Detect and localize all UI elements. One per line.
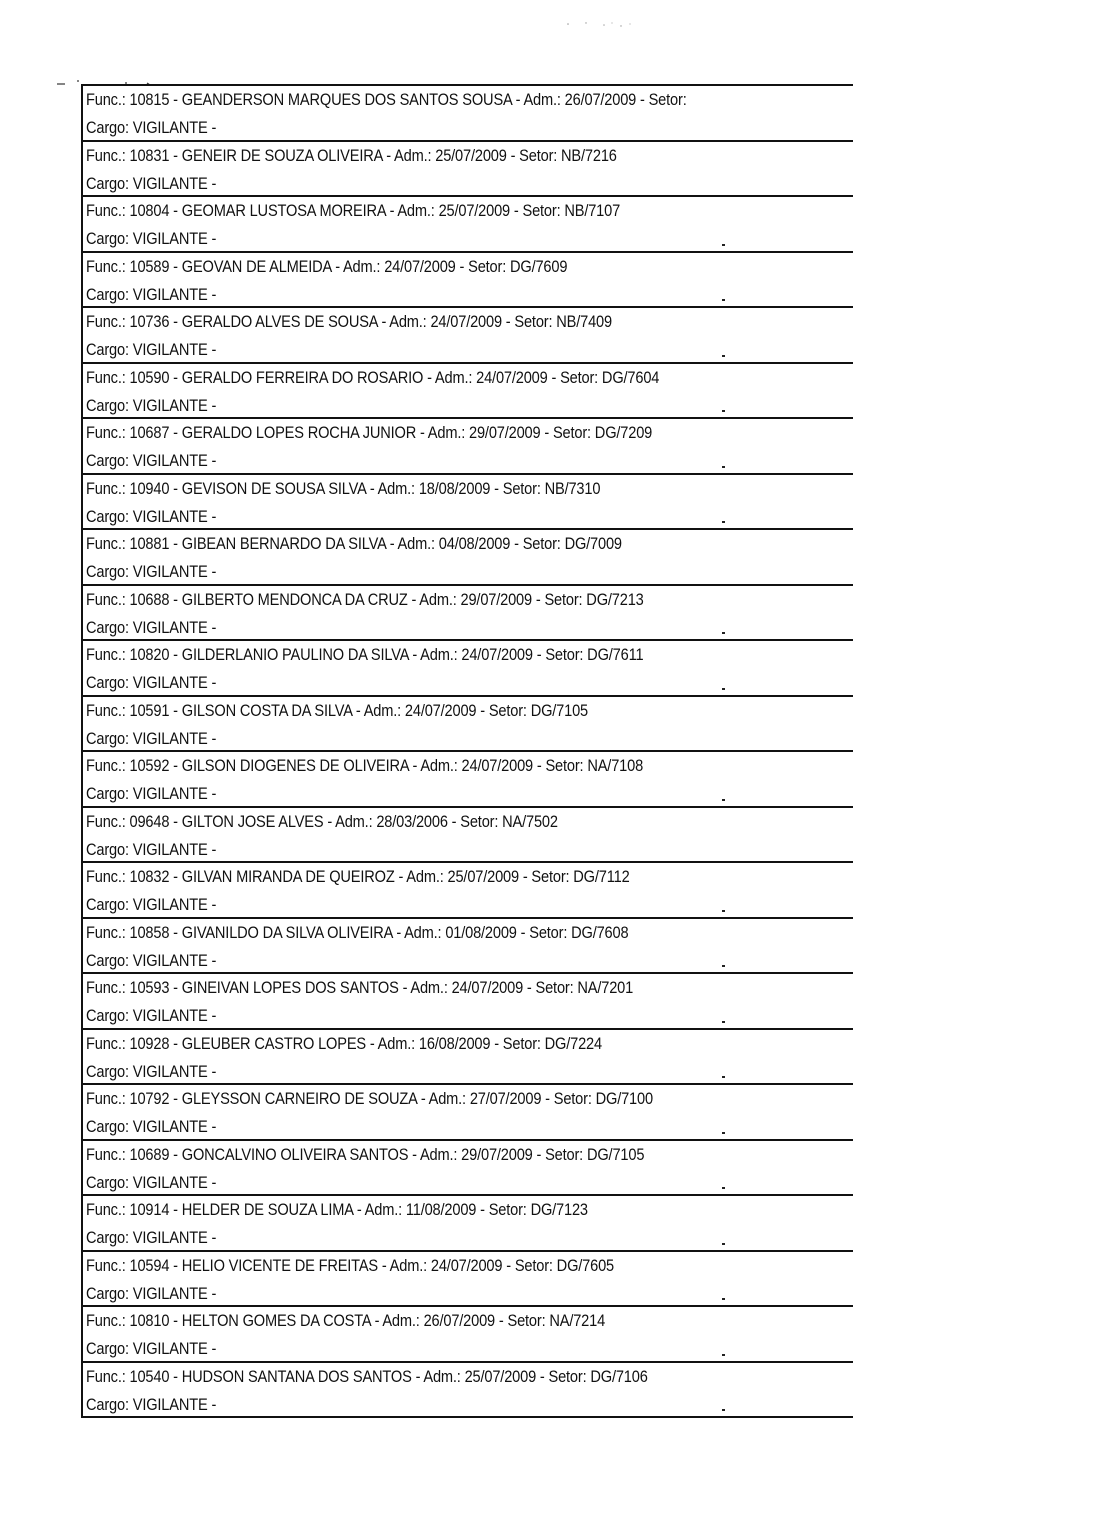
employee-record — [83, 1307, 853, 1363]
func-line: Func.: 10832 - GILVAN MIRANDA DE QUEIROZ - Adm.: 25/07/2009 - Setor: DG/7112 — [86, 867, 630, 886]
employee-record — [83, 530, 853, 586]
func-line: Func.: 10928 - GLEUBER CASTRO LOPES - Adm.: 16/08/2009 - Setor: DG/7224 — [86, 1033, 602, 1053]
func-line: Func.: 10820 - GILDERLANIO PAULINO DA SILVA - Adm.: 24/07/2009 - Setor: DG/7611 — [86, 645, 644, 664]
func-line: Func.: 10815 - GEANDERSON MARQUES DOS SANTOS SOUSA - Adm.: 26/07/2009 - Setor: — [86, 90, 687, 109]
scan-dot — [722, 299, 725, 301]
cargo-line: Cargo: VIGILANTE - — [86, 173, 217, 193]
employee-record — [83, 364, 853, 420]
func-line: Func.: 10540 - HUDSON SANTANA DOS SANTOS - Adm.: 25/07/2009 - Setor: DG/7106 — [86, 1366, 648, 1386]
employee-record — [83, 1141, 853, 1197]
employee-record — [83, 1252, 853, 1308]
employee-record — [83, 586, 853, 642]
employee-record — [83, 253, 853, 309]
func-line: Func.: 10792 - GLEYSSON CARNEIRO DE SOUZA - Adm.: 27/07/2009 - Setor: DG/7100 — [86, 1089, 653, 1108]
cargo-line: Cargo: VIGILANTE - — [86, 1006, 217, 1025]
cargo-line: Cargo: VIGILANTE - — [86, 1061, 217, 1081]
scan-noise-marks — [560, 18, 650, 30]
func-line: Func.: 10689 - GONCALVINO OLIVEIRA SANTOS - Adm.: 29/07/2009 - Setor: DG/7105 — [86, 1144, 645, 1164]
employee-record — [83, 641, 853, 697]
func-line: Func.: 10592 - GILSON DIOGENES DE OLIVEIRA - Adm.: 24/07/2009 - Setor: NA/7108 — [86, 756, 644, 775]
employee-record — [83, 974, 853, 1030]
scan-dot — [722, 910, 725, 912]
employee-records-table — [81, 84, 853, 1418]
func-line: Func.: 10688 - GILBERTO MENDONCA DA CRUZ - Adm.: 29/07/2009 - Setor: DG/7213 — [86, 589, 644, 609]
cargo-line: Cargo: VIGILANTE - — [86, 1172, 217, 1192]
func-line: Func.: 10736 - GERALDO ALVES DE SOUSA - Adm.: 24/07/2009 - Setor: NB/7409 — [86, 312, 612, 331]
employee-record — [83, 752, 853, 808]
scan-dot — [722, 355, 725, 357]
func-line: Func.: 10940 - GEVISON DE SOUSA SILVA - Adm.: 18/08/2009 - Setor: NB/7310 — [86, 478, 601, 498]
employee-record — [83, 863, 853, 919]
cargo-line: Cargo: VIGILANTE - — [86, 673, 217, 692]
func-line: Func.: 10590 - GERALDO FERREIRA DO ROSARIO - Adm.: 24/07/2009 - Setor: DG/7604 — [86, 367, 660, 387]
cargo-line: Cargo: VIGILANTE - — [86, 839, 217, 859]
cargo-line: Cargo: VIGILANTE - — [86, 451, 217, 470]
cargo-line: Cargo: VIGILANTE - — [86, 1339, 217, 1358]
scan-dot — [722, 1243, 725, 1245]
func-line: Func.: 09648 - GILTON JOSE ALVES - Adm.: 28/03/2006 - Setor: NA/7502 — [86, 811, 558, 831]
scan-dot — [722, 244, 725, 246]
cargo-line: Cargo: VIGILANTE - — [86, 118, 217, 137]
cargo-line: Cargo: VIGILANTE - — [86, 284, 217, 304]
cargo-line: Cargo: VIGILANTE - — [86, 895, 217, 914]
scan-dot — [722, 466, 725, 468]
func-line: Func.: 10881 - GIBEAN BERNARDO DA SILVA - Adm.: 04/08/2009 - Setor: DG/7009 — [86, 534, 622, 553]
func-line: Func.: 10589 - GEOVAN DE ALMEIDA - Adm.: 24/07/2009 - Setor: DG/7609 — [86, 256, 568, 276]
cargo-line: Cargo: VIGILANTE - — [86, 562, 217, 581]
employee-record — [83, 1363, 853, 1419]
scan-dot — [722, 1187, 725, 1189]
cargo-line: Cargo: VIGILANTE - — [86, 340, 217, 359]
employee-record — [83, 142, 853, 198]
cargo-line: Cargo: VIGILANTE - — [86, 1117, 217, 1136]
employee-record — [83, 1085, 853, 1141]
scan-dot — [722, 1132, 725, 1134]
func-line: Func.: 10810 - HELTON GOMES DA COSTA - Adm.: 26/07/2009 - Setor: NA/7214 — [86, 1311, 606, 1330]
cargo-line: Cargo: VIGILANTE - — [86, 506, 217, 526]
cargo-line: Cargo: VIGILANTE - — [86, 229, 217, 248]
cargo-line: Cargo: VIGILANTE - — [86, 728, 217, 748]
func-line: Func.: 10593 - GINEIVAN LOPES DOS SANTOS - Adm.: 24/07/2009 - Setor: NA/7201 — [86, 978, 634, 997]
employee-record — [83, 86, 853, 142]
employee-record — [83, 919, 853, 975]
employee-record — [83, 1030, 853, 1086]
func-line: Func.: 10804 - GEOMAR LUSTOSA MOREIRA - Adm.: 25/07/2009 - Setor: NB/7107 — [86, 201, 621, 220]
employee-record — [83, 475, 853, 531]
scan-dot — [722, 632, 725, 634]
scan-dot — [722, 410, 725, 412]
cargo-line: Cargo: VIGILANTE - — [86, 784, 217, 803]
func-line: Func.: 10914 - HELDER DE SOUZA LIMA - Adm.: 11/08/2009 - Setor: DG/7123 — [86, 1200, 588, 1219]
func-line: Func.: 10594 - HELIO VICENTE DE FREITAS - Adm.: 24/07/2009 - Setor: DG/7605 — [86, 1255, 614, 1275]
employee-record — [83, 419, 853, 475]
func-line: Func.: 10831 - GENEIR DE SOUZA OLIVEIRA - Adm.: 25/07/2009 - Setor: NB/7216 — [86, 145, 617, 165]
scan-dot — [722, 688, 725, 690]
cargo-line: Cargo: VIGILANTE - — [86, 1228, 217, 1247]
func-line: Func.: 10858 - GIVANILDO DA SILVA OLIVEIRA - Adm.: 01/08/2009 - Setor: DG/7608 — [86, 922, 629, 942]
employee-record — [83, 697, 853, 753]
scan-dot — [722, 1021, 725, 1023]
scan-dot — [722, 1076, 725, 1078]
scan-dot — [722, 1409, 725, 1411]
cargo-line: Cargo: VIGILANTE - — [86, 1283, 217, 1303]
func-line: Func.: 10591 - GILSON COSTA DA SILVA - Adm.: 24/07/2009 - Setor: DG/7105 — [86, 700, 589, 720]
scan-dot — [722, 521, 725, 523]
func-line: Func.: 10687 - GERALDO LOPES ROCHA JUNIOR - Adm.: 29/07/2009 - Setor: DG/7209 — [86, 423, 653, 442]
cargo-line: Cargo: VIGILANTE - — [86, 950, 217, 970]
employee-record — [83, 197, 853, 253]
scan-dot — [722, 1298, 725, 1300]
scan-dot — [722, 799, 725, 801]
cargo-line: Cargo: VIGILANTE - — [86, 617, 217, 637]
employee-record — [83, 808, 853, 864]
cargo-line: Cargo: VIGILANTE - — [86, 395, 217, 415]
cargo-line: Cargo: VIGILANTE - — [86, 1394, 217, 1414]
employee-record — [83, 308, 853, 364]
scan-dot — [722, 1354, 725, 1356]
scan-dot — [722, 965, 725, 967]
employee-record — [83, 1196, 853, 1252]
